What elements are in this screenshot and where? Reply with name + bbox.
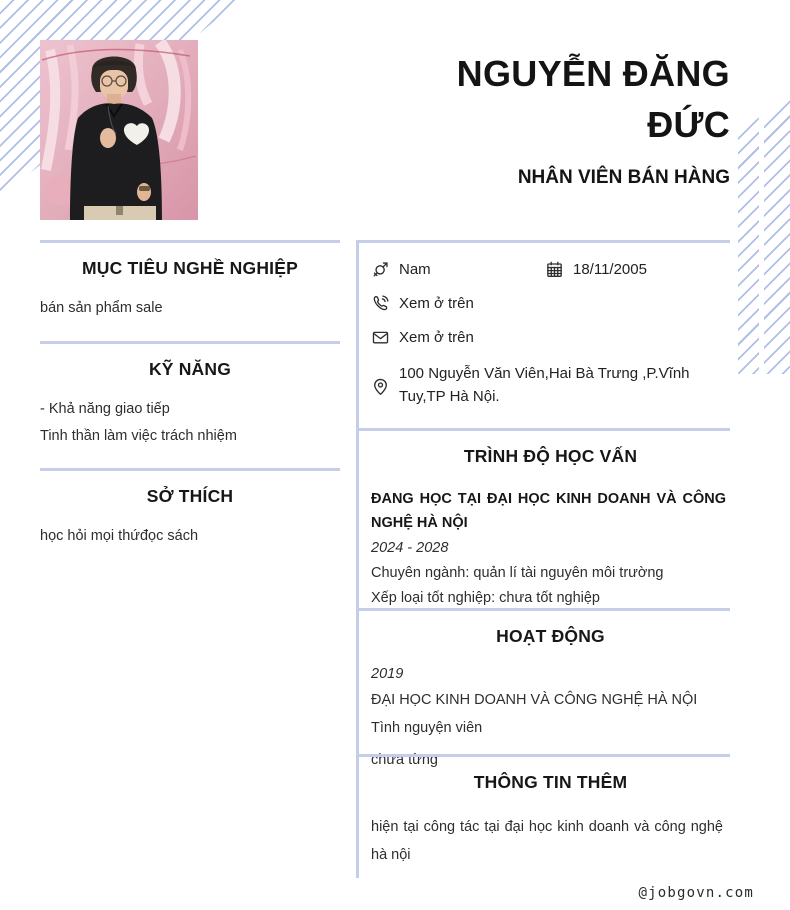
email-value: Xem ở trên [399,329,474,346]
section-career-objective [40,240,340,322]
job-title: NHÂN VIÊN BÁN HÀNG [517,167,730,188]
contact-row-phone [371,294,730,313]
calendar-icon [545,260,564,279]
skills-list [40,396,340,450]
phone-value: Xem ở trên [399,295,474,312]
section-skills [40,341,340,450]
gender-value: Nam [399,261,431,278]
contact-email [371,328,474,347]
objective-text: bán sản phẩm sale [40,300,163,316]
watermark: @jobgovn.com [638,885,754,901]
education-school: ĐANG HỌC TẠI ĐẠI HỌC KINH DOANH VÀ CÔNG NGHỆ HÀ NỘI [371,491,726,531]
contact-row-gender-dob [371,260,730,279]
education-grade: Xếp loại tốt nghiệp: chưa tốt nghiệp [371,590,600,606]
skill-line: Tinh thần làm việc trách nhiệm [40,428,237,444]
section-title-activities: HOẠT ĐỘNG [496,626,605,646]
activity-role: Tình nguyện viên [371,720,483,736]
diagonal-stripes-right [738,96,790,374]
section-title-additional-info: THÔNG TIN THÊM [473,772,628,792]
education-major: Chuyên ngành: quản lí tài nguyên môi trường [371,565,664,581]
education-period: 2024 - 2028 [371,540,449,556]
header [398,48,730,189]
activity-organization: ĐẠI HỌC KINH DOANH VÀ CÔNG NGHỆ HÀ NỘI [371,692,698,708]
contact-address [371,362,729,408]
location-icon [371,377,390,396]
section-title-skills: KỸ NĂNG [148,359,232,379]
section-title-objective: MỤC TIÊU NGHỀ NGHIỆP [82,258,298,278]
profile-photo [40,40,198,220]
email-icon [371,328,390,347]
section-additional-info [357,754,730,869]
skill-line: - Khả năng giao tiếp [40,401,170,417]
contact-row-address [371,362,730,408]
activity-description: chưa từng [371,752,438,768]
contact-gender [371,260,545,279]
section-activities [357,608,730,770]
contact-row-email [371,328,730,347]
candidate-name: NGUYỄN ĐĂNG ĐỨC [456,53,730,145]
hobbies-text: học hỏi mọi thứđọc sách [40,528,199,544]
phone-icon [371,294,390,313]
section-contact [357,240,730,423]
section-education [357,428,730,606]
profile-photo-image [40,40,198,220]
section-title-hobbies: SỞ THÍCH [146,486,234,506]
contact-phone [371,294,474,313]
contact-dob [545,260,647,279]
address-value: 100 Nguyễn Văn Viên,Hai Bà Trưng ,P.Vĩnh Tuy,TP Hà Nội. [399,365,690,405]
dob-value: 18/11/2005 [573,261,647,278]
gender-icon [371,260,390,279]
additional-info-text: hiện tại công tác tại đại học kinh doanh và công nghệ hà nội [371,819,723,863]
activity-period: 2019 [371,666,404,682]
section-hobbies [40,468,340,550]
section-title-education: TRÌNH ĐỘ HỌC VẤN [463,446,638,466]
